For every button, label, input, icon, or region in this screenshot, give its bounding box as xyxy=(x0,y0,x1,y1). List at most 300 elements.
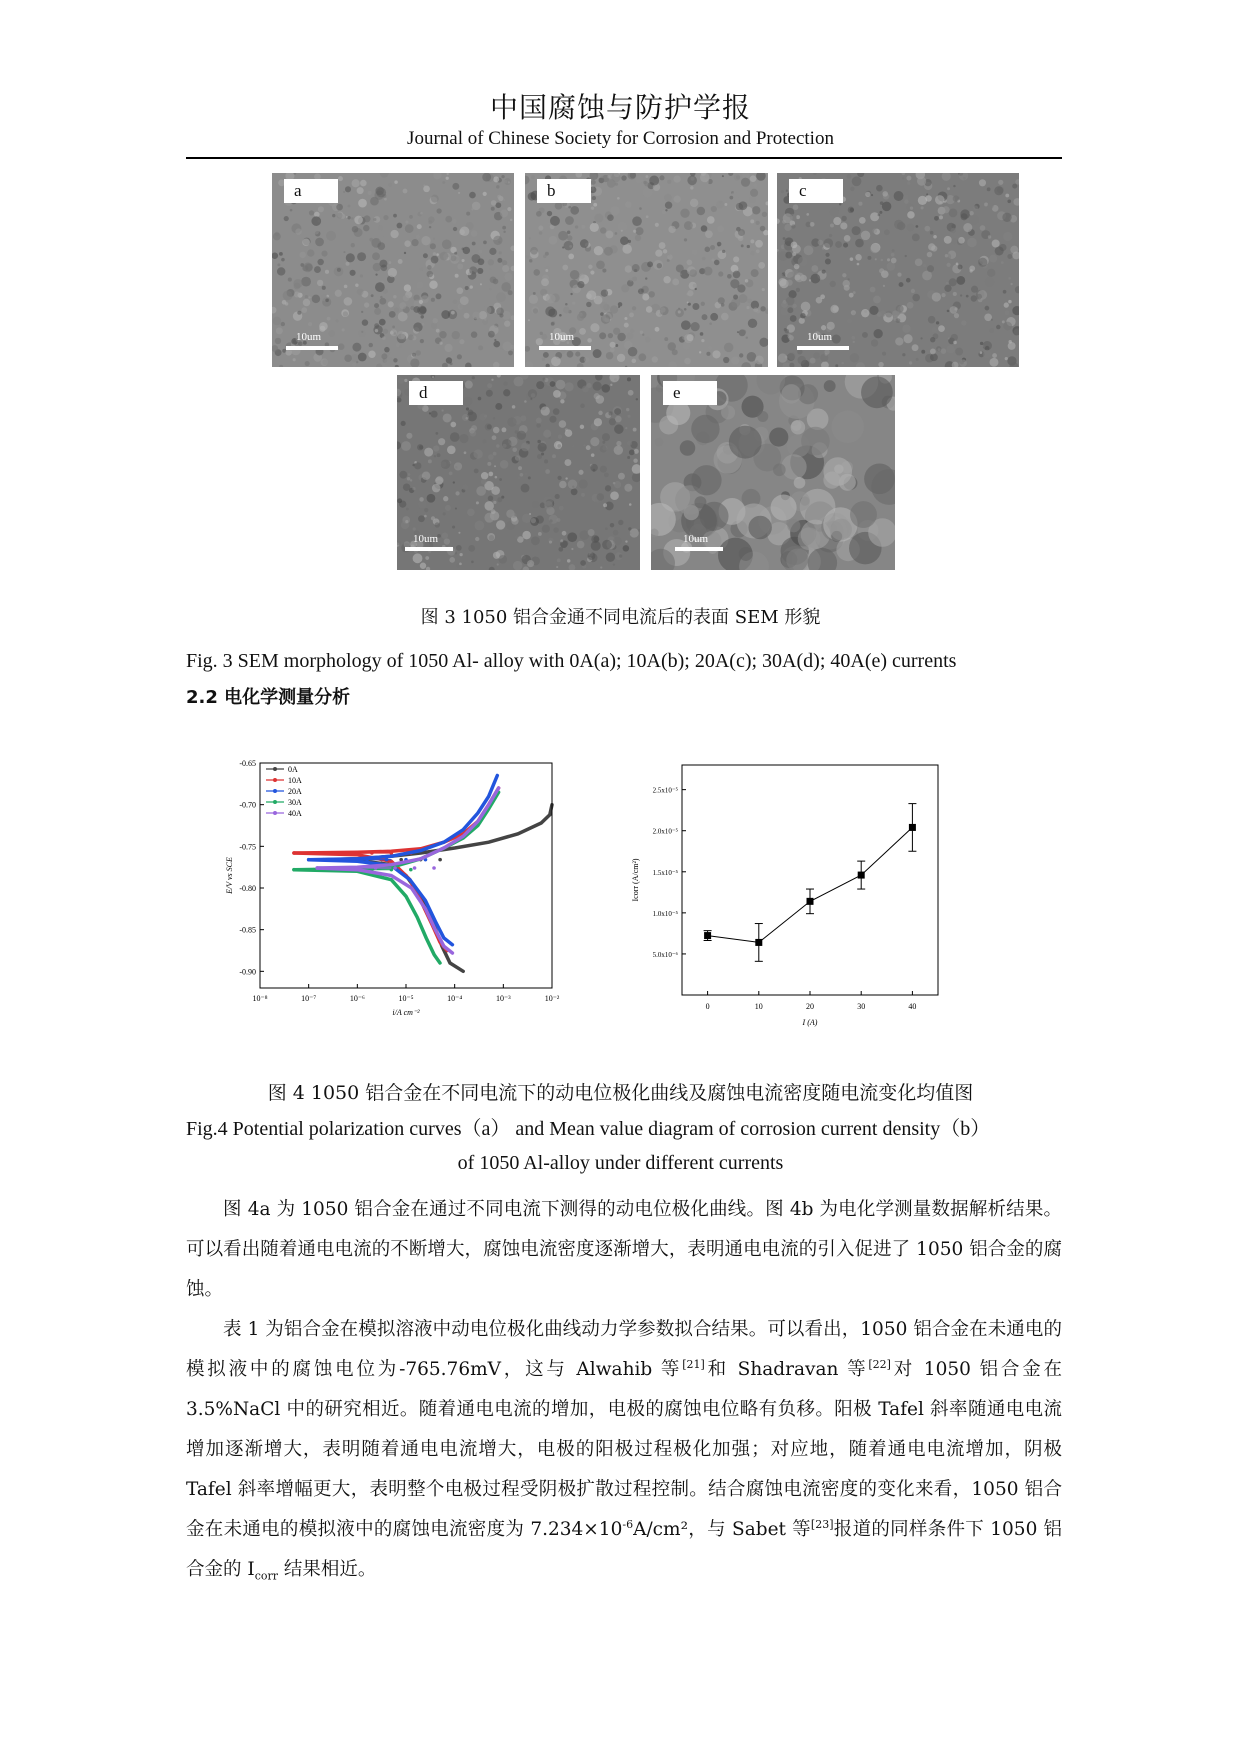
sem-texture-dot xyxy=(281,322,285,326)
sem-texture-dot xyxy=(867,256,871,260)
sem-texture-dot xyxy=(753,307,758,312)
sem-texture-dot xyxy=(590,437,599,446)
sem-texture-dot xyxy=(305,295,308,298)
sem-texture-dot xyxy=(449,471,453,475)
sem-texture-dot xyxy=(601,384,610,393)
sem-texture-dot xyxy=(610,491,619,500)
sem-texture-dot xyxy=(1007,199,1011,203)
sem-texture-dot xyxy=(843,243,848,248)
sem-texture-dot xyxy=(321,250,327,256)
sem-texture-dot xyxy=(314,266,321,273)
sem-texture-dot xyxy=(638,288,644,294)
y-tick-label: 2.0x10⁻⁵ xyxy=(652,827,678,836)
sem-texture-dot xyxy=(322,359,327,364)
sem-texture-dot xyxy=(633,458,637,462)
sem-texture-dot xyxy=(544,459,548,463)
sem-texture-dot xyxy=(714,490,725,501)
sem-texture-dot xyxy=(655,327,660,332)
sem-texture-dot xyxy=(850,353,859,362)
sem-texture-dot xyxy=(947,310,950,313)
sem-texture-dot xyxy=(892,310,899,317)
sem-texture-dot xyxy=(608,333,613,338)
sem-texture-dot xyxy=(847,318,852,323)
sem-texture-dot xyxy=(549,236,558,245)
sem-texture-dot xyxy=(594,418,602,426)
sem-texture-dot xyxy=(680,273,682,275)
sem-texture-dot xyxy=(325,298,329,302)
data-point xyxy=(292,868,296,872)
sem-texture-dot xyxy=(664,194,672,202)
sem-texture-dot xyxy=(861,376,893,408)
sem-texture-dot xyxy=(976,294,982,300)
sem-texture-dot xyxy=(987,203,993,209)
sem-texture-dot xyxy=(668,342,676,350)
legend-marker xyxy=(273,800,277,804)
sem-texture-dot xyxy=(507,417,516,426)
sem-texture-dot xyxy=(454,252,457,255)
sem-texture-dot xyxy=(457,354,462,359)
sem-texture-dot xyxy=(971,286,978,293)
data-point xyxy=(312,851,316,855)
sem-texture-dot xyxy=(596,395,605,404)
sem-texture-dot xyxy=(338,343,345,350)
sem-texture-dot xyxy=(907,302,914,309)
sem-texture-dot xyxy=(406,433,412,439)
y-tick-label: 2.5x10⁻⁵ xyxy=(652,786,678,795)
sem-texture-dot xyxy=(382,336,386,340)
sem-texture-dot xyxy=(647,261,653,267)
sem-texture-dot xyxy=(619,554,622,557)
sem-texture-dot xyxy=(692,303,699,310)
sem-texture-dot xyxy=(840,222,847,229)
sem-texture-dot xyxy=(870,244,880,254)
sem-texture-dot xyxy=(639,207,642,210)
sem-texture-dot xyxy=(577,313,584,320)
sem-texture-dot xyxy=(388,301,394,307)
sem-texture-dot xyxy=(404,284,411,291)
sem-texture-dot xyxy=(678,308,680,310)
sem-texture-dot xyxy=(622,244,631,253)
sem-texture-dot xyxy=(344,297,353,306)
sem-texture-dot xyxy=(917,177,926,186)
sem-texture-dot xyxy=(480,283,482,285)
sem-texture-dot xyxy=(672,279,679,286)
sem-texture-dot xyxy=(374,308,381,315)
sem-texture-dot xyxy=(825,258,831,264)
anodic-branch xyxy=(294,788,499,853)
sem-texture-dot xyxy=(503,199,505,201)
sem-texture-dot xyxy=(623,545,630,552)
sem-texture-dot xyxy=(635,227,643,235)
data-point xyxy=(858,872,865,879)
sem-texture-dot xyxy=(882,191,888,197)
sem-texture-dot xyxy=(531,306,539,314)
sem-texture-dot xyxy=(419,497,423,501)
section-heading: 2.2 电化学测量分析 xyxy=(186,687,351,708)
sem-texture-dot xyxy=(748,319,757,328)
sem-texture-dot xyxy=(404,379,407,382)
sem-texture-dot xyxy=(393,214,397,218)
sem-texture-dot xyxy=(471,230,478,237)
data-point xyxy=(292,851,296,855)
sem-texture-dot xyxy=(457,264,463,270)
sem-texture-dot xyxy=(604,247,613,256)
x-tick-label: 10⁻³ xyxy=(496,994,511,1003)
sem-texture-dot xyxy=(699,351,701,353)
sem-texture-dot xyxy=(916,225,919,228)
sem-texture-dot xyxy=(488,496,493,501)
sem-texture-dot xyxy=(876,185,883,192)
sem-texture-dot xyxy=(429,226,431,228)
sem-texture-dot xyxy=(873,329,882,338)
sem-texture-dot xyxy=(496,185,499,188)
sem-texture-dot xyxy=(749,196,755,202)
sem-texture-dot xyxy=(998,180,1003,185)
sem-texture-dot xyxy=(357,187,364,194)
sem-texture-dot xyxy=(587,338,592,343)
sem-texture-dot xyxy=(822,270,826,274)
sem-texture-dot xyxy=(850,208,854,212)
sem-texture-dot xyxy=(820,294,825,299)
sem-texture-dot xyxy=(884,229,890,235)
sem-texture-dot xyxy=(404,240,411,247)
sem-texture-dot xyxy=(427,271,434,278)
sem-texture-dot xyxy=(546,294,556,304)
sem-texture-dot xyxy=(476,486,486,496)
sem-texture-dot xyxy=(989,255,997,263)
sem-texture-dot xyxy=(501,282,511,292)
sem-texture-dot xyxy=(655,223,659,227)
sem-texture-dot xyxy=(412,353,416,357)
sem-texture-dot xyxy=(408,334,414,340)
sem-texture-dot xyxy=(969,265,975,271)
sem-texture-dot xyxy=(992,239,1000,247)
sem-texture-dot xyxy=(513,561,522,570)
sem-texture-dot xyxy=(839,203,841,205)
sem-texture-dot xyxy=(520,473,524,477)
scale-label: 10um xyxy=(296,331,322,343)
citation-22[interactable]: [22] xyxy=(868,1357,891,1371)
sem-texture-dot xyxy=(501,175,504,178)
sem-texture-dot xyxy=(632,276,637,281)
sem-texture-dot xyxy=(959,359,967,367)
data-point xyxy=(409,868,413,872)
sem-texture-dot xyxy=(423,185,430,192)
sem-texture-dot xyxy=(695,288,697,290)
sem-texture-dot xyxy=(995,246,1004,255)
y-axis-label: Icorr (A/cm²) xyxy=(631,858,640,902)
sem-texture-dot xyxy=(717,226,724,233)
sem-texture-dot xyxy=(351,243,355,247)
sem-texture-dot xyxy=(905,255,907,257)
sem-texture-dot xyxy=(857,263,860,266)
sem-texture-dot xyxy=(627,456,630,459)
sem-texture-dot xyxy=(570,293,572,295)
sem-texture-dot xyxy=(483,439,487,443)
sem-texture-dot xyxy=(491,200,497,206)
sem-panel-d xyxy=(397,375,640,570)
sem-texture-dot xyxy=(502,341,512,351)
sem-texture-dot xyxy=(739,201,748,210)
sem-texture-dot xyxy=(551,356,561,366)
sem-texture-dot xyxy=(518,466,522,470)
sem-texture-dot xyxy=(452,183,459,190)
sem-texture-dot xyxy=(958,237,965,244)
sem-texture-dot xyxy=(642,334,644,336)
sem-texture-dot xyxy=(472,376,475,379)
sem-texture-dot xyxy=(446,357,452,363)
sem-texture-dot xyxy=(558,435,562,439)
sem-texture-dot xyxy=(602,540,612,550)
sem-texture-dot xyxy=(702,257,706,261)
sem-texture-dot xyxy=(859,217,866,224)
sem-texture-dot xyxy=(489,288,491,290)
scale-label: 10um xyxy=(413,533,439,545)
sem-texture-dot xyxy=(731,357,739,365)
sem-texture-dot xyxy=(499,251,502,254)
sem-texture-dot xyxy=(600,445,607,452)
sem-texture-dot xyxy=(444,538,450,544)
sem-texture-dot xyxy=(687,176,697,186)
sem-texture-dot xyxy=(431,411,438,418)
sem-texture-dot xyxy=(629,313,634,318)
sem-texture-dot xyxy=(512,405,516,409)
sem-texture-dot xyxy=(624,323,629,328)
sem-texture-dot xyxy=(368,191,372,195)
sem-texture-dot xyxy=(358,330,366,338)
sem-texture-dot xyxy=(931,327,937,333)
header-rule xyxy=(186,157,1062,159)
sem-texture-dot xyxy=(628,415,631,418)
sem-texture-dot xyxy=(494,339,496,341)
sem-texture-dot xyxy=(930,353,938,361)
sem-texture-dot xyxy=(500,460,509,469)
sem-texture-dot xyxy=(406,508,409,511)
sem-texture-dot xyxy=(731,298,740,307)
sem-texture-dot xyxy=(829,207,839,217)
sem-texture-dot xyxy=(381,353,387,359)
sem-texture-dot xyxy=(591,453,595,457)
sem-texture-dot xyxy=(435,432,438,435)
sem-texture-dot xyxy=(552,454,556,458)
sem-texture-dot xyxy=(568,254,574,260)
sem-texture-dot xyxy=(439,331,446,338)
body-text xyxy=(186,1190,1062,1590)
sem-texture-dot xyxy=(944,285,951,292)
sem-texture-dot xyxy=(493,176,499,182)
sem-texture-dot xyxy=(424,448,433,457)
sem-texture-dot xyxy=(442,181,445,184)
sem-texture-dot xyxy=(438,438,445,445)
sem-texture-dot xyxy=(704,267,713,276)
sem-texture-dot xyxy=(1005,357,1008,360)
sem-texture-dot xyxy=(667,254,673,260)
sem-texture-dot xyxy=(632,216,642,226)
sem-texture-dot xyxy=(700,173,710,182)
sem-texture-dot xyxy=(810,358,816,364)
sem-texture-dot xyxy=(711,258,714,261)
sem-texture-dot xyxy=(745,279,748,282)
sem-texture-dot xyxy=(855,254,862,261)
sem-texture-dot xyxy=(456,545,462,551)
sem-texture-dot xyxy=(709,322,712,325)
sem-texture-dot xyxy=(935,195,945,205)
sem-texture-dot xyxy=(621,175,626,180)
sem-texture-dot xyxy=(687,334,694,341)
sem-texture-dot xyxy=(953,185,955,187)
sem-texture-dot xyxy=(344,285,348,289)
citation-23[interactable]: [23] xyxy=(810,1517,834,1531)
sem-texture-dot xyxy=(721,303,725,307)
sem-texture-dot xyxy=(912,344,919,351)
sem-texture-dot xyxy=(378,225,383,230)
sem-texture-dot xyxy=(648,291,655,298)
sem-texture-dot xyxy=(721,405,735,419)
sem-texture-dot xyxy=(379,260,387,268)
sem-texture-dot xyxy=(394,180,398,184)
sem-texture-dot xyxy=(420,563,426,569)
sem-texture-dot xyxy=(701,302,705,306)
sem-texture-dot xyxy=(379,319,386,326)
sem-texture-dot xyxy=(787,307,793,313)
sem-texture-dot xyxy=(553,408,560,415)
figure3-caption-en: Fig. 3 SEM morphology of 1050 Al- alloy with 0A(a); 10A(b); 20A(c); 30A(d); 40A(e) currents xyxy=(186,650,957,672)
sem-texture-dot xyxy=(610,523,614,527)
data-point xyxy=(909,824,916,831)
sem-texture-dot xyxy=(971,295,978,302)
sem-texture-dot xyxy=(883,285,885,287)
sem-texture-dot xyxy=(459,563,462,566)
sem-texture-dot xyxy=(403,189,408,194)
sem-texture-dot xyxy=(317,259,323,265)
sem-texture-dot xyxy=(792,252,796,256)
sem-texture-dot xyxy=(429,412,431,414)
sem-texture-dot xyxy=(571,488,578,495)
sem-texture-dot xyxy=(555,202,563,210)
sem-texture-dot xyxy=(497,195,501,199)
data-point xyxy=(365,858,369,862)
sem-texture-dot xyxy=(497,563,499,565)
sem-texture-dot xyxy=(491,207,495,211)
sem-texture-dot xyxy=(529,295,538,304)
sem-texture-dot xyxy=(862,332,868,338)
series-40A xyxy=(315,788,498,953)
sem-texture-dot xyxy=(531,536,540,545)
sem-texture-dot xyxy=(439,341,442,344)
sem-texture-dot xyxy=(601,176,604,179)
sem-texture-dot xyxy=(433,238,435,240)
sem-texture-dot xyxy=(991,319,993,321)
sem-texture-dot xyxy=(483,192,487,196)
sem-texture-dot xyxy=(771,494,797,520)
sem-texture-dot xyxy=(724,203,727,206)
sem-texture-dot xyxy=(375,282,385,292)
sem-texture-dot xyxy=(276,327,283,334)
sem-texture-dot xyxy=(906,176,911,181)
sem-texture-dot xyxy=(894,191,904,201)
sem-texture-dot xyxy=(751,269,759,277)
sem-texture-dot xyxy=(985,306,990,311)
sem-texture-dot xyxy=(613,537,622,546)
sem-texture-dot xyxy=(394,307,399,312)
sem-texture-dot xyxy=(401,421,406,426)
sem-texture-dot xyxy=(907,211,915,219)
sem-texture-dot xyxy=(412,487,415,490)
icorr-line xyxy=(708,827,913,942)
sem-texture-dot xyxy=(701,225,708,232)
sem-texture-dot xyxy=(580,560,586,566)
sem-texture-dot xyxy=(602,433,610,441)
sem-texture-dot xyxy=(390,230,398,238)
sem-texture-dot xyxy=(798,527,821,550)
sem-texture-dot xyxy=(301,277,311,287)
sem-texture-dot xyxy=(880,310,886,316)
sem-texture-dot xyxy=(455,466,457,468)
sem-texture-dot xyxy=(760,306,765,311)
sem-texture-dot xyxy=(946,345,955,354)
sem-texture-dot xyxy=(684,358,691,365)
sem-texture-dot xyxy=(463,397,472,406)
sem-texture-dot xyxy=(496,444,499,447)
sem-texture-dot xyxy=(850,501,877,528)
sem-texture-dot xyxy=(452,525,455,528)
sem-texture-dot xyxy=(916,358,919,361)
citation-21[interactable]: [21] xyxy=(682,1357,705,1371)
sem-texture-dot xyxy=(491,379,493,381)
sem-texture-dot xyxy=(794,264,800,270)
sem-texture-dot xyxy=(361,311,363,313)
sem-texture-dot xyxy=(539,231,543,235)
sem-texture-dot xyxy=(311,216,321,226)
sem-texture-dot xyxy=(379,298,386,305)
sem-texture-dot xyxy=(377,242,385,250)
sem-texture-dot xyxy=(493,501,496,504)
sem-texture-dot xyxy=(590,323,599,332)
sem-texture-dot xyxy=(355,284,358,287)
sem-texture-dot xyxy=(659,175,664,180)
sem-texture-dot xyxy=(405,520,408,523)
sem-texture-dot xyxy=(933,235,937,239)
sem-texture-dot xyxy=(909,361,912,364)
sem-texture-dot xyxy=(520,415,526,421)
legend-label: 30A xyxy=(288,798,302,807)
sem-texture-dot xyxy=(605,527,608,530)
sem-texture-dot xyxy=(1004,310,1009,315)
sem-texture-dot xyxy=(586,445,591,450)
sem-texture-dot xyxy=(488,259,494,265)
sem-texture-dot xyxy=(906,278,911,283)
sem-texture-dot xyxy=(441,310,450,319)
sem-texture-dot xyxy=(420,212,423,215)
sem-texture-dot xyxy=(906,203,914,211)
sem-texture-dot xyxy=(985,277,995,287)
sem-texture-dot xyxy=(630,329,634,333)
legend-marker xyxy=(273,778,277,782)
sem-texture-dot xyxy=(555,494,560,499)
sem-texture-dot xyxy=(368,351,375,358)
x-tick-label: 10⁻⁴ xyxy=(447,994,463,1003)
sem-texture-dot xyxy=(894,220,903,229)
sem-texture-dot xyxy=(504,273,512,281)
sem-texture-dot xyxy=(741,244,744,247)
sem-texture-dot xyxy=(923,264,926,267)
sem-texture-dot xyxy=(613,530,618,535)
sem-texture-dot xyxy=(501,496,504,499)
sem-texture-dot xyxy=(586,293,592,299)
sem-texture-dot xyxy=(593,349,602,358)
sem-texture-dot xyxy=(632,306,636,310)
sem-texture-dot xyxy=(542,378,545,381)
